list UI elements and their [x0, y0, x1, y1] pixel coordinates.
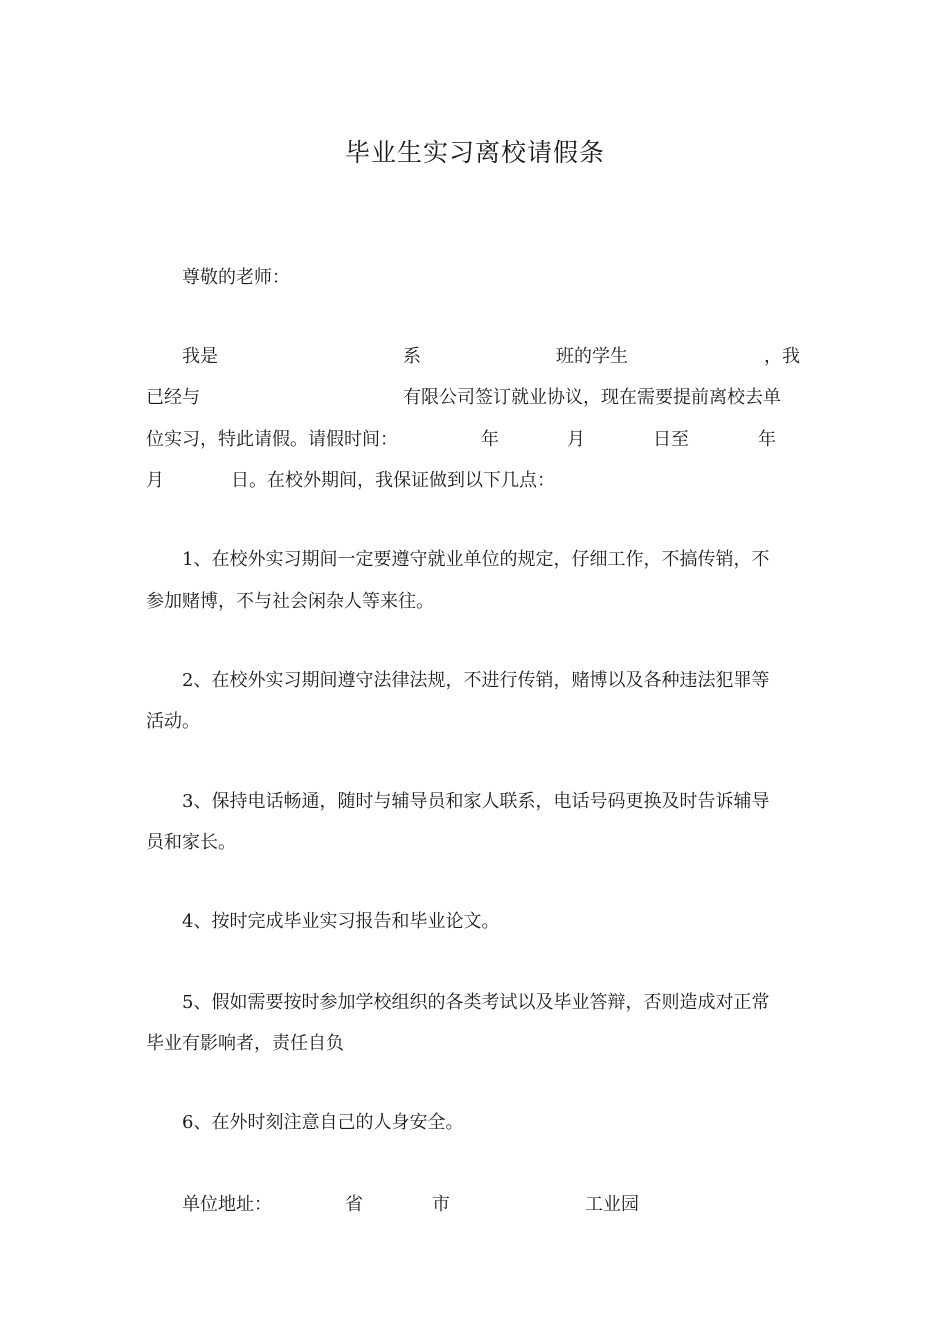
address-park: 工业园 [585, 1194, 639, 1215]
address-label: 单位地址： [182, 1194, 272, 1215]
body-line2-start: 已经与 [146, 387, 200, 408]
body-line4-rest: 日。在校外期间，我保证做到以下几点： [231, 470, 555, 491]
item-3-line2: 员和家长。 [146, 832, 236, 853]
item-2-line2: 活动。 [146, 711, 200, 732]
item-4-line1: 4、按时完成毕业实习报告和毕业论文。 [182, 911, 500, 932]
body-line1-class: 班的学生 [556, 346, 628, 367]
item-3-line1: 3、保持电话畅通，随时与辅导员和家人联系，电话号码更换及时告诉辅导 [182, 791, 770, 812]
body-line1-start: 我是 [182, 346, 218, 367]
address-province: 省 [345, 1194, 363, 1215]
body-line1-end: ，我 [764, 346, 800, 367]
salutation: 尊敬的老师： [182, 267, 290, 288]
item-1-line1: 1、在校外实习期间一定要遵守就业单位的规定，仔细工作，不搞传销，不 [182, 549, 770, 570]
body-line2-company: 有限公司签订就业协议，现在需要提前离校去单 [403, 387, 781, 408]
document-title: 毕业生实习离校请假条 [344, 138, 605, 167]
item-2-line1: 2、在校外实习期间遵守法律法规，不进行传销，赌博以及各种违法犯罪等 [182, 670, 770, 691]
item-5-line2: 毕业有影响者，责任自负 [146, 1033, 344, 1054]
item-5-line1: 5、假如需要按时参加学校组织的各类考试以及毕业答辩，否则造成对正常 [182, 992, 770, 1013]
address-city: 市 [432, 1194, 450, 1215]
item-1-line2: 参加赌博，不与社会闲杂人等来往。 [146, 591, 434, 612]
body-line4-month: 月 [146, 470, 164, 491]
body-line3-year: 年 [481, 429, 499, 450]
body-line3-year2: 年 [758, 429, 776, 450]
body-line3-month: 月 [567, 429, 585, 450]
body-line1-dept: 系 [403, 346, 421, 367]
item-6-line1: 6、在外时刻注意自己的人身安全。 [182, 1112, 464, 1133]
body-line3-start: 位实习，特此请假。请假时间： [146, 429, 398, 450]
body-line3-day-to: 日至 [653, 429, 689, 450]
